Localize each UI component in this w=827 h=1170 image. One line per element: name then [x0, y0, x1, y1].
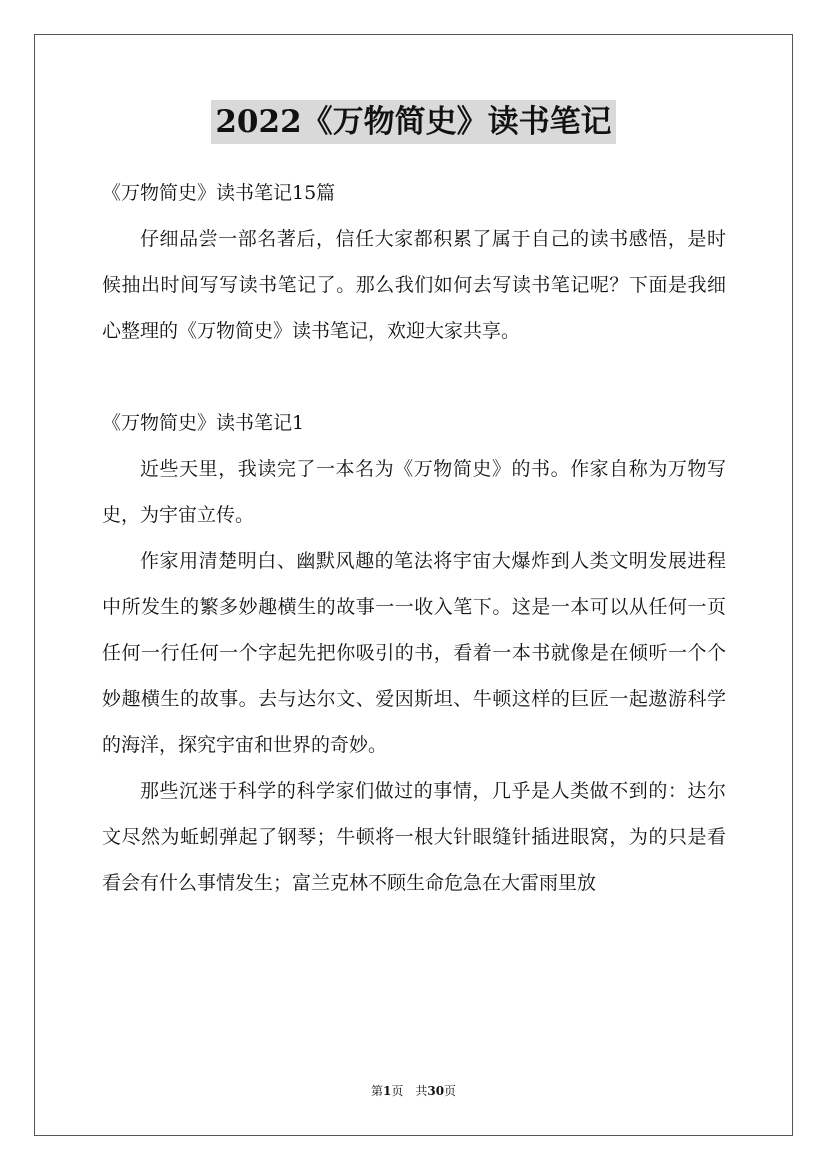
total-suffix: 页	[444, 1084, 457, 1098]
page-prefix: 第	[370, 1084, 383, 1098]
body-paragraph: 那些沉迷于科学的科学家们做过的事情，几乎是人类做不到的：达尔文尽然为蚯蚓弹起了钢琴；牛顿将一根大针眼缝针插进眼窝，为的只是看看会有什么事情发生；富兰克林不顾生命危急在大雷雨里放	[102, 780, 726, 894]
subtitle: 《万物简史》读书笔记15篇	[102, 182, 336, 204]
current-page-number: 1	[382, 1084, 392, 1098]
page-footer	[0, 1082, 827, 1100]
document-title: 2022《万物简史》读书笔记	[211, 100, 615, 144]
paragraph-gap	[102, 354, 726, 400]
total-page-count: 30	[427, 1084, 445, 1098]
total-prefix: 共	[415, 1084, 428, 1098]
title-container	[0, 100, 827, 144]
intro-paragraph: 仔细品尝一部名著后，信任大家都积累了属于自己的读书感悟，是时候抽出时间写写读书笔记了。那么我们如何去写读书笔记呢？下面是我细心整理的《万物简史》读书笔记，欢迎大家共享。	[102, 228, 726, 342]
page-suffix: 页	[391, 1084, 404, 1098]
body-paragraph: 近些天里，我读完了一本名为《万物简史》的书。作家自称为万物写史，为宇宙立传。	[102, 458, 726, 526]
body-paragraph: 作家用清楚明白、幽默风趣的笔法将宇宙大爆炸到人类文明发展进程中所发生的繁多妙趣横生的故事一一收入笔下。这是一本可以从任何一页任何一行任何一个字起先把你吸引的书，看着一本书就像是在倾听一个个妙趣横生的故事。去与达尔文、爱因斯坦、牛顿这样的巨匠一起遨游科学的海洋，探究宇宙和世界的奇妙。	[102, 550, 726, 756]
section-heading: 《万物简史》读书笔记1	[102, 412, 305, 434]
document-body	[102, 170, 726, 906]
